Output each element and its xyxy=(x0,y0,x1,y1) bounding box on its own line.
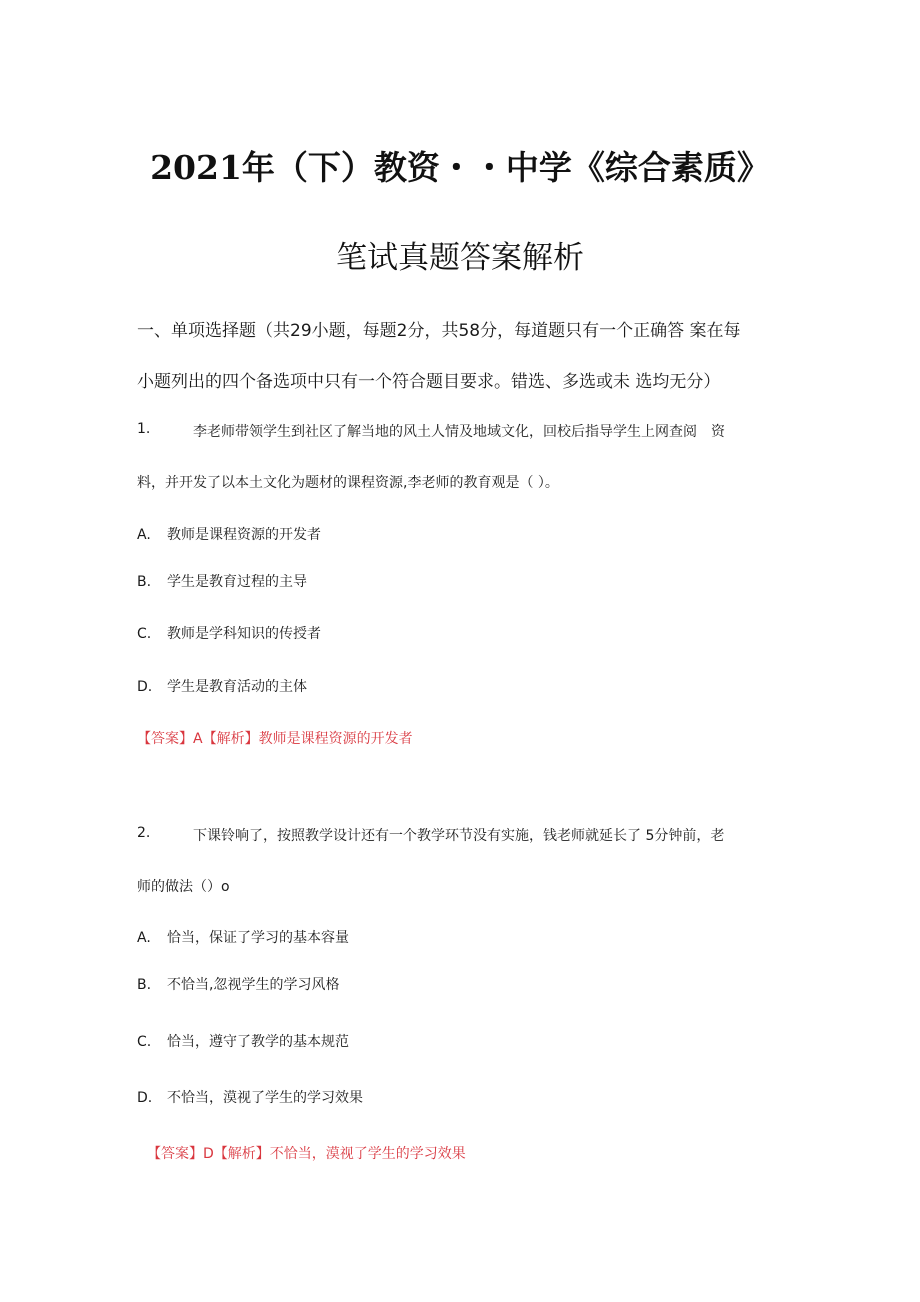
question-2-option-a xyxy=(137,927,349,947)
question-1-option-d xyxy=(137,676,307,696)
option-letter: A. xyxy=(137,527,151,543)
question-1-option-c xyxy=(137,623,321,643)
question-2-text-line2: 师的做法（）o xyxy=(137,879,230,895)
question-1-option-a xyxy=(137,524,321,544)
question-2-answer: 【答案】D【解析】不恰当，漠视了学生的学习效果 xyxy=(147,1146,466,1162)
question-1-answer: 【答案】A【解析】教师是课程资源的开发者 xyxy=(137,731,413,747)
option-text: 恰当，保证了学习的基本容量 xyxy=(167,930,349,946)
option-text: 教师是课程资源的开发者 xyxy=(167,527,321,543)
section-instructions-line2: 小题列出的四个备选项中只有一个符合题目要求。错选、多选或未 选均无分） xyxy=(137,372,721,392)
option-letter: C. xyxy=(137,1034,152,1050)
question-2-option-d xyxy=(137,1087,363,1107)
document-title-line1: 2021年（下）教资・・中学《综合素质》 xyxy=(150,148,770,187)
option-letter: B. xyxy=(137,977,152,993)
document-title-line2: 笔试真题答案解析 xyxy=(336,240,584,276)
option-text: 恰当，遵守了教学的基本规范 xyxy=(167,1034,349,1050)
option-text: 不恰当,忽视学生的学习风格 xyxy=(167,977,340,993)
option-text: 不恰当，漠视了学生的学习效果 xyxy=(167,1090,363,1106)
question-1-number: 1. xyxy=(137,421,151,437)
option-text: 学生是教育过程的主导 xyxy=(167,574,307,590)
option-letter: D. xyxy=(137,679,153,695)
option-text: 教师是学科知识的传授者 xyxy=(167,626,321,642)
question-1-option-b xyxy=(137,571,307,591)
option-letter: B. xyxy=(137,574,152,590)
question-2-number: 2. xyxy=(137,825,151,841)
question-1-text-line2: 料，并开发了以本土文化为题材的课程资源,李老师的教育观是（ ）。 xyxy=(137,475,559,491)
option-letter: A. xyxy=(137,930,151,946)
option-text: 学生是教育活动的主体 xyxy=(167,679,307,695)
question-2-option-c xyxy=(137,1031,349,1051)
question-2-text-line1: 下课铃响了，按照教学设计还有一个教学环节没有实施，钱老师就延长了 5分钟前，老 xyxy=(193,828,725,844)
question-2-option-b xyxy=(137,974,339,994)
option-letter: C. xyxy=(137,626,152,642)
section-instructions-line1: 一、单项选择题（共29小题，每题2分，共58分，每道题只有一个正确答 案在每 xyxy=(137,321,741,341)
question-1-text-line1: 李老师带领学生到社区了解当地的风土人情及地域文化，回校后指导学生上网查阅 资 xyxy=(193,424,725,440)
option-letter: D. xyxy=(137,1090,153,1106)
